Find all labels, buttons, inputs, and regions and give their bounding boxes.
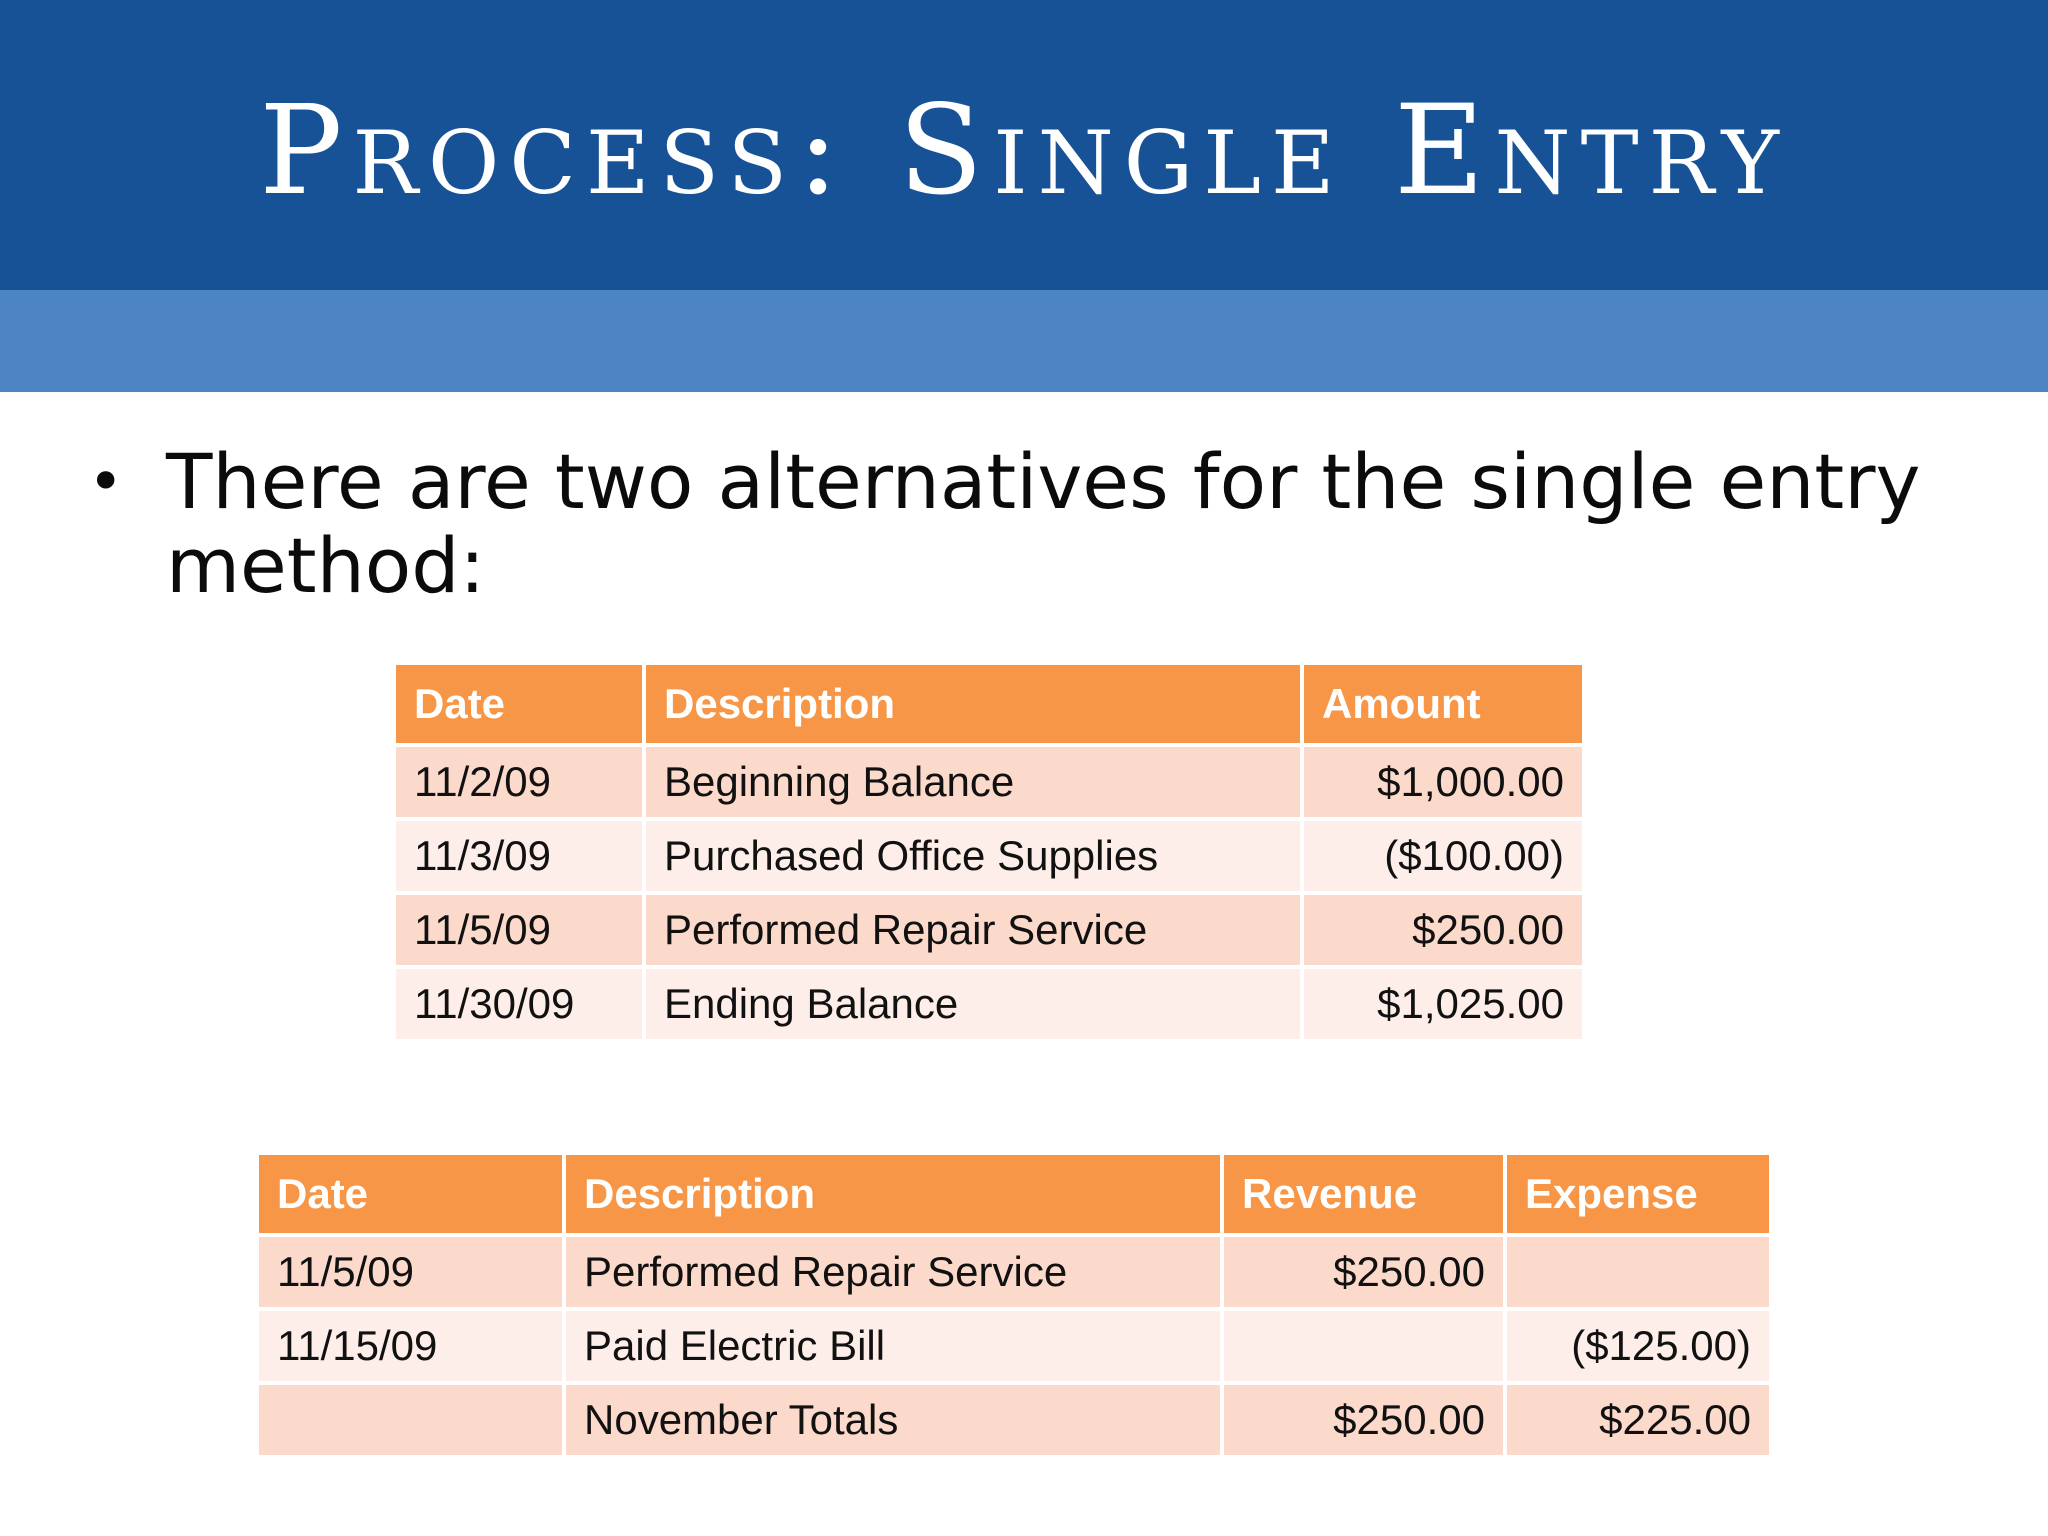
single-entry-table-amount bbox=[392, 661, 1586, 1043]
single-entry-table-revenue-expense bbox=[255, 1151, 1773, 1459]
cell-description: Paid Electric Bill bbox=[564, 1309, 1222, 1383]
column-header-description: Description bbox=[564, 1153, 1222, 1235]
cell-description: November Totals bbox=[564, 1383, 1222, 1457]
column-header-amount: Amount bbox=[1302, 663, 1584, 745]
cell-description: Ending Balance bbox=[644, 967, 1302, 1041]
table-row bbox=[257, 1309, 1771, 1383]
cell-expense: $225.00 bbox=[1505, 1383, 1771, 1457]
bullet-text: There are two alternatives for the single entry method: bbox=[166, 437, 1921, 610]
cell-date: 11/2/09 bbox=[394, 745, 644, 819]
column-header-description: Description bbox=[644, 663, 1302, 745]
column-header-date: Date bbox=[257, 1153, 564, 1235]
table-header-row bbox=[257, 1153, 1771, 1235]
table-row bbox=[394, 745, 1584, 819]
accent-band bbox=[0, 290, 2048, 392]
table-row-totals bbox=[257, 1383, 1771, 1457]
cell-date: 11/3/09 bbox=[394, 819, 644, 893]
column-header-expense: Expense bbox=[1505, 1153, 1771, 1235]
column-header-date: Date bbox=[394, 663, 644, 745]
slide-title: Process: Single Entry bbox=[259, 79, 1789, 223]
cell-description: Beginning Balance bbox=[644, 745, 1302, 819]
cell-amount: $250.00 bbox=[1302, 893, 1584, 967]
cell-revenue bbox=[1222, 1309, 1505, 1383]
cell-date: 11/5/09 bbox=[394, 893, 644, 967]
table-row bbox=[394, 893, 1584, 967]
cell-date bbox=[257, 1383, 564, 1457]
cell-amount: $1,025.00 bbox=[1302, 967, 1584, 1041]
cell-description: Performed Repair Service bbox=[564, 1235, 1222, 1309]
cell-date: 11/30/09 bbox=[394, 967, 644, 1041]
table-row bbox=[257, 1235, 1771, 1309]
cell-description: Performed Repair Service bbox=[644, 893, 1302, 967]
cell-description: Purchased Office Supplies bbox=[644, 819, 1302, 893]
column-header-revenue: Revenue bbox=[1222, 1153, 1505, 1235]
table-header-row bbox=[394, 663, 1584, 745]
table-row bbox=[394, 819, 1584, 893]
cell-amount: ($100.00) bbox=[1302, 819, 1584, 893]
cell-expense: ($125.00) bbox=[1505, 1309, 1771, 1383]
title-band bbox=[0, 0, 2048, 290]
cell-amount: $1,000.00 bbox=[1302, 745, 1584, 819]
cell-date: 11/5/09 bbox=[257, 1235, 564, 1309]
cell-expense bbox=[1505, 1235, 1771, 1309]
bullet-icon: • bbox=[88, 447, 124, 517]
cell-date: 11/15/09 bbox=[257, 1309, 564, 1383]
bullet-point bbox=[88, 437, 1968, 610]
cell-revenue: $250.00 bbox=[1222, 1235, 1505, 1309]
cell-revenue: $250.00 bbox=[1222, 1383, 1505, 1457]
table-row bbox=[394, 967, 1584, 1041]
